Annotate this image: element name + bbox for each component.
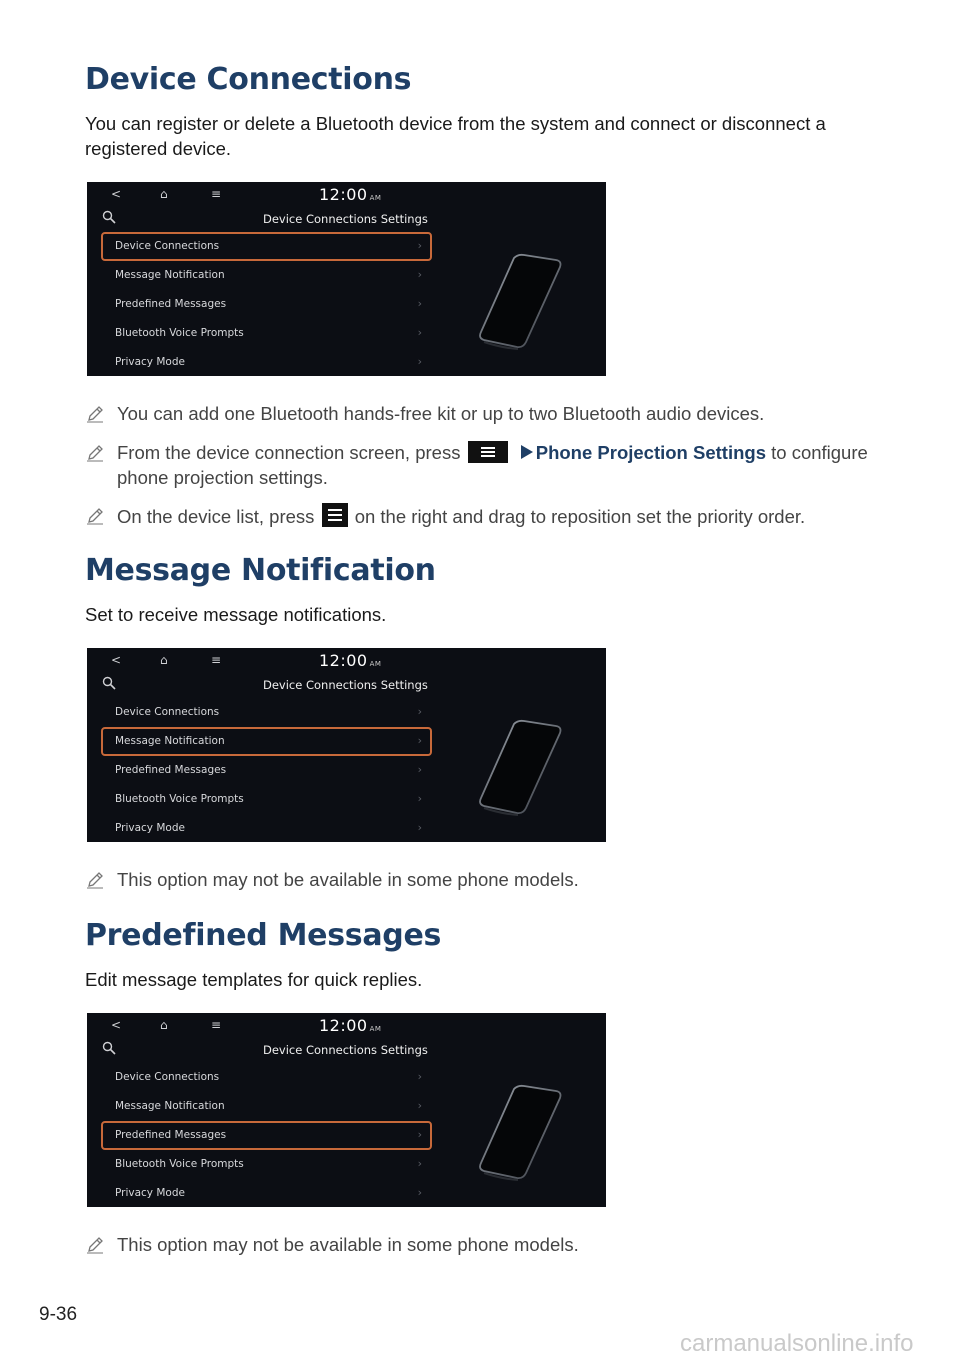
note-text: on the right and drag to reposition set the priority order. [354, 506, 806, 527]
search-icon[interactable] [102, 210, 116, 224]
chevron-right-icon: › [417, 268, 422, 281]
note-text: This option may not be available in some phone models. [117, 869, 579, 890]
status-bar [87, 1013, 606, 1039]
chevron-right-icon: › [417, 297, 422, 310]
settings-item[interactable] [101, 785, 432, 814]
settings-list [101, 698, 432, 842]
chevron-right-icon: › [417, 326, 422, 339]
chevron-right-icon: › [417, 734, 422, 747]
settings-item-label: Predefined Messages [115, 1129, 227, 1141]
settings-item-label: Message Notification [115, 735, 225, 747]
note-text: to configure phone projection settings. [117, 442, 868, 488]
chevron-right-icon: › [417, 792, 422, 805]
search-icon[interactable] [102, 676, 116, 690]
chevron-right-icon: › [417, 763, 422, 776]
home-icon[interactable]: ⌂ [160, 187, 168, 201]
phone-illustration [472, 718, 567, 818]
settings-item-label: Message Notification [115, 269, 225, 281]
settings-item-label: Message Notification [115, 1100, 225, 1112]
menu-icon [468, 441, 508, 463]
settings-item[interactable] [101, 727, 432, 756]
chevron-right-icon: › [417, 1070, 422, 1083]
section-heading: Device Connections [85, 62, 412, 97]
screen-predefined-messages [87, 1013, 606, 1207]
settings-item-label: Device Connections [115, 1071, 220, 1083]
chevron-right-icon: › [417, 1157, 422, 1170]
section-heading: Predefined Messages [85, 918, 442, 953]
note-text: On the device list, press [117, 506, 315, 527]
status-bar [87, 182, 606, 208]
section-device-connections [85, 62, 885, 161]
settings-item[interactable] [101, 698, 432, 727]
chevron-right-icon: › [417, 1186, 422, 1199]
settings-item-label: Bluetooth Voice Prompts [115, 793, 244, 805]
chevron-right-icon: › [417, 1099, 422, 1112]
section-intro: You can register or delete a Bluetooth device from the system and connect or disconnect a registered device. [85, 113, 826, 159]
home-icon[interactable]: ⌂ [160, 653, 168, 667]
status-bar [87, 648, 606, 674]
settings-item[interactable] [101, 290, 432, 319]
settings-item[interactable] [101, 1121, 432, 1150]
settings-item-label: Predefined Messages [115, 298, 227, 310]
back-icon[interactable]: < [111, 187, 122, 201]
settings-item-label: Device Connections [115, 706, 220, 718]
pencil-icon [85, 1235, 105, 1255]
arrow-right-icon [521, 445, 533, 459]
settings-item-label: Privacy Mode [115, 1187, 185, 1199]
screen-title: Device Connections Settings [263, 1043, 428, 1057]
settings-item-label: Device Connections [115, 240, 220, 252]
note [85, 440, 885, 490]
settings-item[interactable] [101, 1092, 432, 1121]
back-icon[interactable]: < [111, 653, 122, 667]
note-text: This option may not be available in some phone models. [117, 1234, 579, 1255]
pencil-icon [85, 404, 105, 424]
chevron-right-icon: › [417, 239, 422, 252]
settings-item[interactable] [101, 756, 432, 785]
chevron-right-icon: › [417, 355, 422, 368]
screen-message-notification [87, 648, 606, 842]
chevron-right-icon: › [417, 1128, 422, 1141]
settings-item-label: Predefined Messages [115, 764, 227, 776]
drag-handle-icon [322, 503, 348, 527]
menu-icon[interactable]: ≡ [211, 653, 222, 667]
chevron-right-icon: › [417, 705, 422, 718]
note-emphasis: Phone Projection Settings [535, 442, 766, 463]
settings-list [101, 232, 432, 376]
section-heading: Message Notification [85, 553, 436, 588]
settings-item[interactable] [101, 814, 432, 842]
watermark: carmanualsonline.info [680, 1330, 914, 1357]
settings-item[interactable] [101, 319, 432, 348]
phone-illustration [472, 252, 567, 352]
settings-list [101, 1063, 432, 1207]
section-predefined-messages [85, 918, 885, 992]
pencil-icon [85, 506, 105, 526]
chevron-right-icon: › [417, 821, 422, 834]
settings-item[interactable] [101, 261, 432, 290]
note [85, 401, 885, 426]
home-icon[interactable]: ⌂ [160, 1018, 168, 1032]
settings-item-label: Privacy Mode [115, 822, 185, 834]
pencil-icon [85, 443, 105, 463]
settings-item[interactable] [101, 232, 432, 261]
clock: 12:00 AM [319, 651, 382, 670]
note [85, 867, 885, 892]
settings-item-label: Privacy Mode [115, 356, 185, 368]
section-intro: Set to receive message notifications. [85, 604, 387, 625]
screen-title: Device Connections Settings [263, 212, 428, 226]
note [85, 503, 885, 529]
settings-item[interactable] [101, 1150, 432, 1179]
note [85, 1232, 885, 1257]
settings-item[interactable] [101, 1063, 432, 1092]
screen-title: Device Connections Settings [263, 678, 428, 692]
settings-item[interactable] [101, 1179, 432, 1207]
phone-illustration [472, 1083, 567, 1183]
section-intro: Edit message templates for quick replies. [85, 969, 423, 990]
note-text: You can add one Bluetooth hands-free kit or up to two Bluetooth audio devices. [117, 403, 765, 424]
settings-item[interactable] [101, 348, 432, 376]
menu-icon[interactable]: ≡ [211, 1018, 222, 1032]
pencil-icon [85, 870, 105, 890]
settings-item-label: Bluetooth Voice Prompts [115, 327, 244, 339]
settings-item-label: Bluetooth Voice Prompts [115, 1158, 244, 1170]
search-icon[interactable] [102, 1041, 116, 1055]
note-text: From the device connection screen, press [117, 442, 461, 463]
back-icon[interactable]: < [111, 1018, 122, 1032]
clock: 12:00 AM [319, 1016, 382, 1035]
page-number: 9-36 [39, 1304, 78, 1325]
screen-device-connections [87, 182, 606, 376]
section-message-notification [85, 553, 885, 627]
menu-icon[interactable]: ≡ [211, 187, 222, 201]
clock: 12:00 AM [319, 185, 382, 204]
